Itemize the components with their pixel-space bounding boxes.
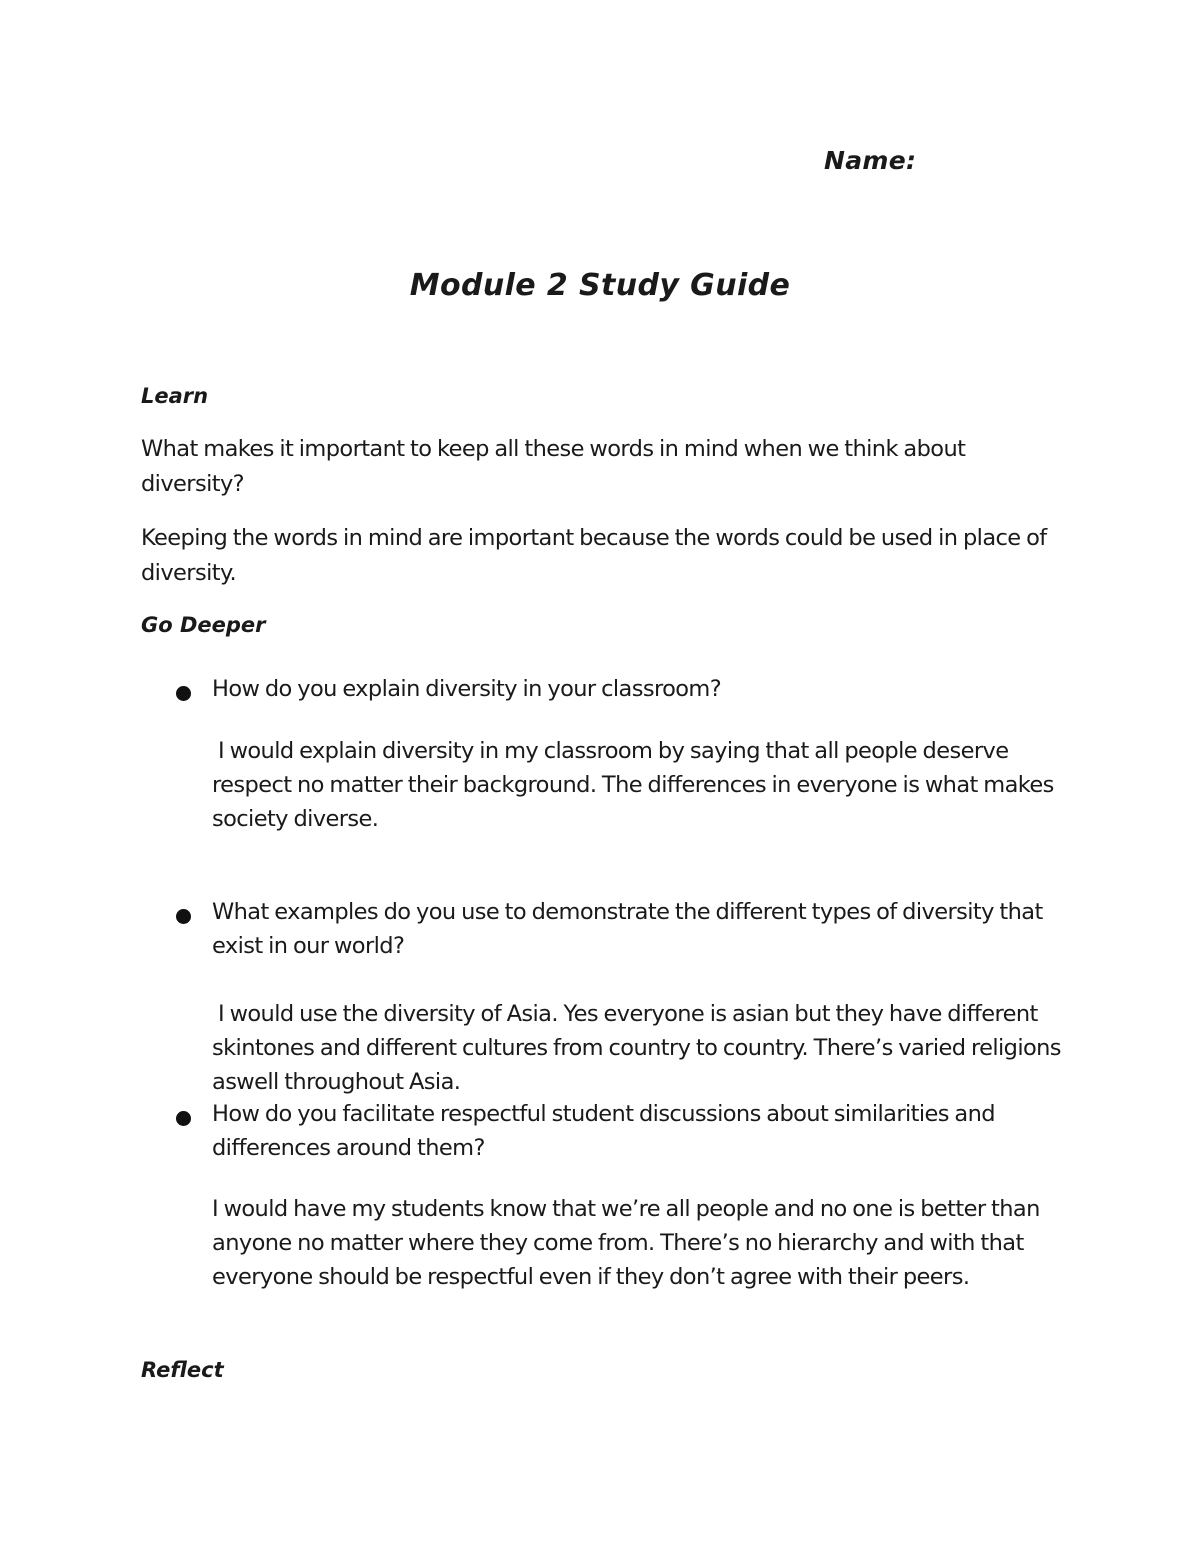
bullet-icon [176,1111,191,1126]
learn-heading: Learn [141,384,209,408]
go-deeper-question-2: What examples do you use to demonstrate the different types of diversity that exist in our world? [212,899,1043,959]
learn-answer: Keeping the words in mind are important because the words could be used in place of diversity. [141,525,1047,586]
learn-question: What makes it important to keep all these words in mind when we think about diversity? [141,436,966,497]
page-title: Module 2 Study Guide [409,268,791,303]
go-deeper-heading: Go Deeper [141,613,266,637]
name-label: Name: [824,146,917,175]
go-deeper-answer-2: I would use the diversity of Asia. Yes everyone is asian but they have different skintones and different cultures from country to country. There’s varied religions aswell throughout Asia. [212,1001,1061,1095]
bullet-icon [176,686,191,701]
go-deeper-question-1: How do you explain diversity in your classroom? [212,676,722,702]
go-deeper-question-3: How do you facilitate respectful student discussions about similarities and differences around them? [212,1101,995,1161]
bullet-icon [176,909,191,924]
reflect-heading: Reflect [141,1358,224,1382]
go-deeper-answer-3: I would have my students know that we’re all people and no one is better than anyone no matter where they come from. There’s no hierarchy and with that everyone should be respectful even if they don’t agree with their peers. [212,1196,1040,1290]
go-deeper-answer-1: I would explain diversity in my classroom by saying that all people deserve respect no matter their background. The differences in everyone is what makes society diverse. [212,738,1054,832]
